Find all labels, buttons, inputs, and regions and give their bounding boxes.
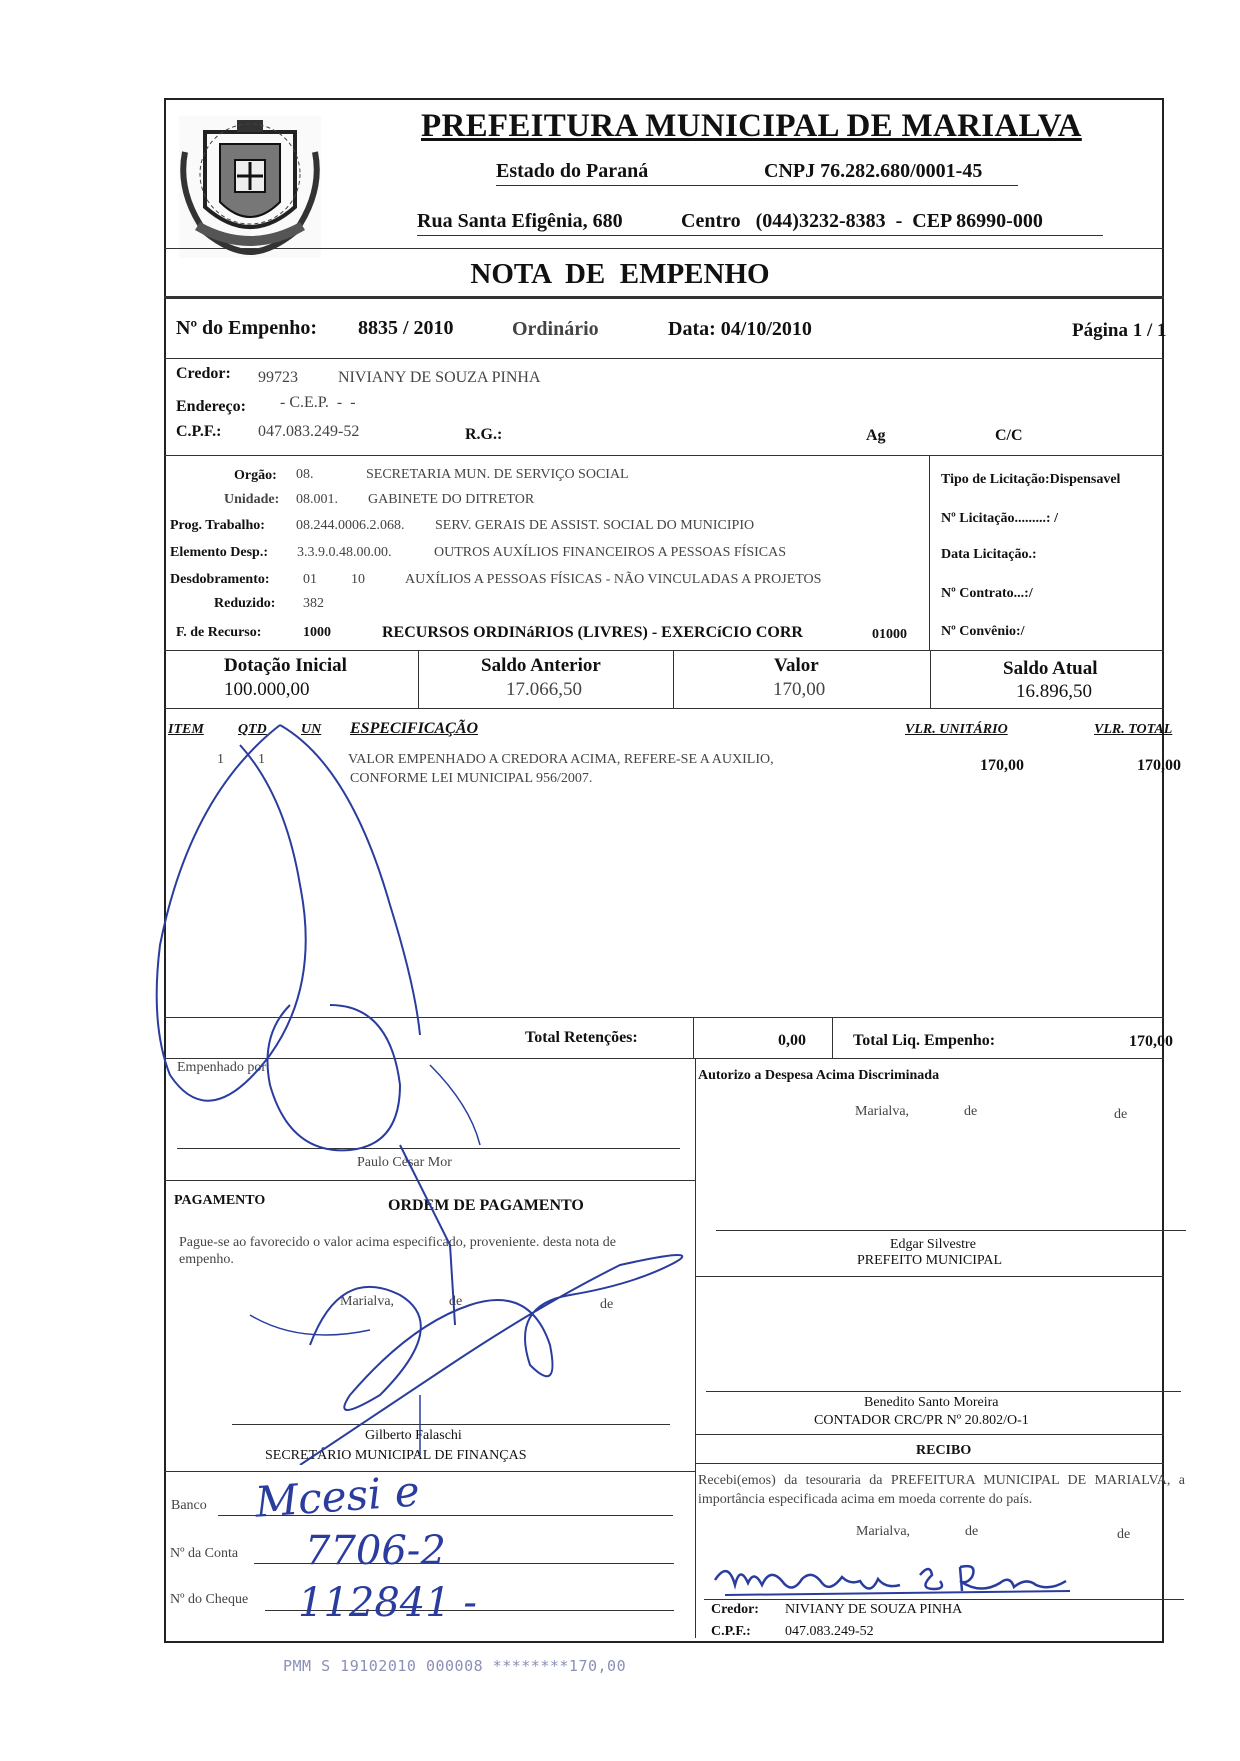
divider: [164, 1471, 695, 1472]
autorizo-label: Autorizo a Despesa Acima Discriminada: [698, 1068, 940, 1083]
pagamento-de-1: de: [449, 1294, 463, 1309]
divider: [695, 1276, 1164, 1277]
column-header-un: UN: [301, 722, 322, 737]
recibo-cpf-label: C.P.F.:: [711, 1624, 751, 1639]
recibo-credor-label: Credor:: [711, 1602, 759, 1617]
credor-label: Credor:: [176, 365, 231, 382]
column-divider: [929, 455, 930, 650]
saldo-anterior-label: Saldo Anterior: [481, 655, 601, 676]
total-retencoes-label: Total Retenções:: [525, 1029, 638, 1046]
saldo-anterior-value: 17.066,50: [506, 679, 582, 700]
cheque-handwritten: 112841 -: [298, 1580, 477, 1626]
empenho-number: 8835 / 2010: [358, 317, 454, 339]
column-header-especificacao: ESPECIFICAÇÃO: [350, 720, 479, 737]
total-liquido-value: 170,00: [1129, 1033, 1173, 1050]
header-underline-2: [417, 235, 1103, 236]
item-number: 1: [217, 752, 224, 767]
divider: [164, 358, 1164, 359]
column-divider: [673, 650, 674, 708]
prog-trabalho-code: 08.244.0006.2.068.: [296, 518, 405, 533]
credor-name: NIVIANY DE SOUZA PINHA: [338, 369, 541, 386]
desdobramento-description: AUXÍLIOS A PESSOAS FÍSICAS - NÃO VINCULADAS A PROJETOS: [405, 572, 822, 587]
empenhado-por-name: Paulo César Mor: [357, 1155, 452, 1170]
rg-label: R.G.:: [465, 426, 503, 443]
contador-title: CONTADOR CRC/PR Nº 20.802/O-1: [814, 1413, 1029, 1428]
desdobramento-code-b: 10: [351, 572, 365, 587]
divider: [164, 296, 1164, 299]
cheque-label: Nº do Cheque: [170, 1592, 249, 1607]
unidade-label: Unidade:: [224, 492, 280, 507]
elemento-description: OUTROS AUXÍLIOS FINANCEIROS A PESSOAS FÍSICAS: [434, 545, 787, 560]
banco-handwritten: Mcesi e: [253, 1466, 422, 1527]
autorizo-city: Marialva,: [855, 1104, 910, 1119]
autorizo-de-2: de: [1114, 1107, 1128, 1122]
item-description-line-1: VALOR EMPENHADO A CREDORA ACIMA, REFERE-SE A AUXILIO,: [348, 752, 774, 767]
divider: [695, 1463, 1164, 1464]
fonte-recurso-number: 01000: [872, 627, 907, 642]
reduzido-label: Reduzido:: [214, 596, 276, 611]
pagamento-label: PAGAMENTO: [174, 1193, 266, 1208]
item-vlr-total: 170,00: [1137, 757, 1181, 774]
conta-corrente-label: C/C: [995, 427, 1023, 444]
item-qtd: 1: [258, 752, 265, 767]
pagamento-city: Marialva,: [340, 1294, 395, 1309]
empenho-date: Data: 04/10/2010: [668, 318, 812, 340]
recibo-city: Marialva,: [856, 1524, 911, 1539]
conta-handwritten: 7706-2: [305, 1528, 446, 1574]
saldo-atual-label: Saldo Atual: [1003, 658, 1098, 679]
fonte-recurso-label: F. de Recurso:: [176, 625, 262, 640]
prog-trabalho-description: SERV. GERAIS DE ASSIST. SOCIAL DO MUNICIPIO: [435, 518, 755, 533]
prog-trabalho-label: Prog. Trabalho:: [170, 518, 265, 533]
banco-label: Banco: [171, 1498, 207, 1513]
orgao-description: SECRETARIA MUN. DE SERVIÇO SOCIAL: [366, 467, 629, 482]
divider: [164, 248, 1164, 249]
fonte-recurso-code: 1000: [303, 625, 331, 640]
empenhado-por-label: Empenhado por:: [177, 1060, 270, 1075]
conta-label: Nº da Conta: [170, 1546, 239, 1561]
contrato-number: Nº Contrato...:/: [941, 586, 1033, 601]
convenio-number: Nº Convênio:/: [941, 624, 1025, 639]
empenho-type: Ordinário: [512, 318, 599, 340]
cpf-label: C.P.F.:: [176, 423, 222, 440]
header-title: PREFEITURA MUNICIPAL DE MARIALVA: [421, 108, 1082, 144]
item-vlr-unitario: 170,00: [980, 757, 1024, 774]
document-title: NOTA DE EMPENHO: [470, 258, 770, 290]
unidade-description: GABINETE DO DITRETOR: [368, 492, 535, 507]
valor-label: Valor: [774, 655, 819, 676]
municipal-coat-of-arms-logo: [175, 112, 325, 262]
licitacao-date: Data Licitação.:: [941, 547, 1037, 562]
header-estado: Estado do Paraná: [496, 160, 649, 182]
fonte-recurso-description: RECURSOS ORDINáRIOS (LIVRES) - EXERCíCIO CORR: [382, 624, 803, 641]
signature-line: [706, 1391, 1181, 1392]
total-retencoes-value: 0,00: [778, 1032, 806, 1049]
column-header-vlr-unitario: VLR. UNITÁRIO: [905, 722, 1008, 737]
recibo-credor-name: NIVIANY DE SOUZA PINHA: [785, 1602, 963, 1617]
total-liquido-label: Total Liq. Empenho:: [853, 1032, 996, 1049]
header-fone-cep: Centro (044)3232-8383 - CEP 86990-000: [681, 210, 1043, 232]
unidade-code: 08.001.: [296, 492, 338, 507]
elemento-label: Elemento Desp.:: [170, 545, 268, 560]
saldo-atual-value: 16.896,50: [1016, 681, 1092, 702]
dotacao-value: 100.000,00: [224, 679, 310, 700]
header-endereco: Rua Santa Efigênia, 680: [417, 210, 623, 232]
reduzido-value: 382: [303, 596, 324, 611]
licitacao-number: Nº Licitação.........: /: [941, 511, 1058, 526]
divider: [695, 1434, 1164, 1435]
valor-value: 170,00: [773, 679, 826, 700]
header-cnpj: CNPJ 76.282.680/0001-45: [764, 160, 983, 182]
column-header-vlr-total: VLR. TOTAL: [1094, 722, 1173, 737]
empenho-number-label: Nº do Empenho:: [176, 317, 318, 339]
column-divider: [930, 650, 931, 708]
divider: [164, 455, 1164, 456]
column-divider: [832, 1017, 833, 1058]
pagamento-text: Pague-se ao favorecido o valor acima especificado, proveniente. desta nota de empenho.: [179, 1235, 616, 1267]
autorizo-de-1: de: [964, 1104, 978, 1119]
desdobramento-code-a: 01: [303, 572, 317, 587]
prefeito-name: Edgar Silvestre: [890, 1237, 976, 1252]
item-description-line-2: CONFORME LEI MUNICIPAL 956/2007.: [350, 771, 593, 786]
recibo-de-1: de: [965, 1524, 979, 1539]
cpf-value: 047.083.249-52: [258, 423, 360, 440]
recibo-cpf-value: 047.083.249-52: [785, 1624, 874, 1639]
orgao-code: 08.: [296, 467, 314, 482]
orgao-label: Orgão:: [234, 468, 277, 483]
endereco-label: Endereço:: [176, 398, 246, 415]
column-divider: [418, 650, 419, 708]
bank-authentication-stamp: PMM S 19102010 000008 ********170,00: [283, 1657, 627, 1675]
recibo-label: RECIBO: [916, 1443, 972, 1458]
recibo-text: Recebi(emos) da tesouraria da PREFEITURA MUNICIPAL DE MARIALVA, a importância especificada acima em moeda corrente do país.: [698, 1473, 1185, 1507]
elemento-code: 3.3.9.0.48.00.00.: [297, 545, 392, 560]
secretario-name: Gilberto Falaschi: [365, 1428, 462, 1443]
desdobramento-label: Desdobramento:: [170, 572, 270, 587]
contador-name: Benedito Santo Moreira: [864, 1395, 999, 1410]
endereco-value: - C.E.P. - -: [280, 394, 356, 411]
agencia-label: Ag: [866, 427, 886, 444]
divider: [164, 650, 1164, 651]
pagamento-de-2: de: [600, 1297, 614, 1312]
dotacao-label: Dotação Inicial: [224, 655, 347, 676]
licitacao-type: Tipo de Licitação:Dispensavel: [941, 472, 1121, 487]
secretario-title: SECRETÁRIO MUNICIPAL DE FINANÇAS: [265, 1448, 527, 1463]
ordem-pagamento-label: ORDEM DE PAGAMENTO: [388, 1197, 584, 1214]
header-underline-1: [496, 185, 1018, 186]
credor-code: 99723: [258, 369, 298, 386]
recibo-de-2: de: [1117, 1527, 1131, 1542]
column-header-qtd: QTD: [238, 722, 267, 737]
signature-line: [716, 1230, 1186, 1231]
column-header-item: ITEM: [168, 722, 204, 737]
prefeito-title: PREFEITO MUNICIPAL: [857, 1253, 1003, 1268]
page-indicator: Página 1 / 1: [1072, 320, 1167, 341]
pen-strokes: [150, 705, 710, 1465]
credor-signature: [710, 1555, 1080, 1605]
